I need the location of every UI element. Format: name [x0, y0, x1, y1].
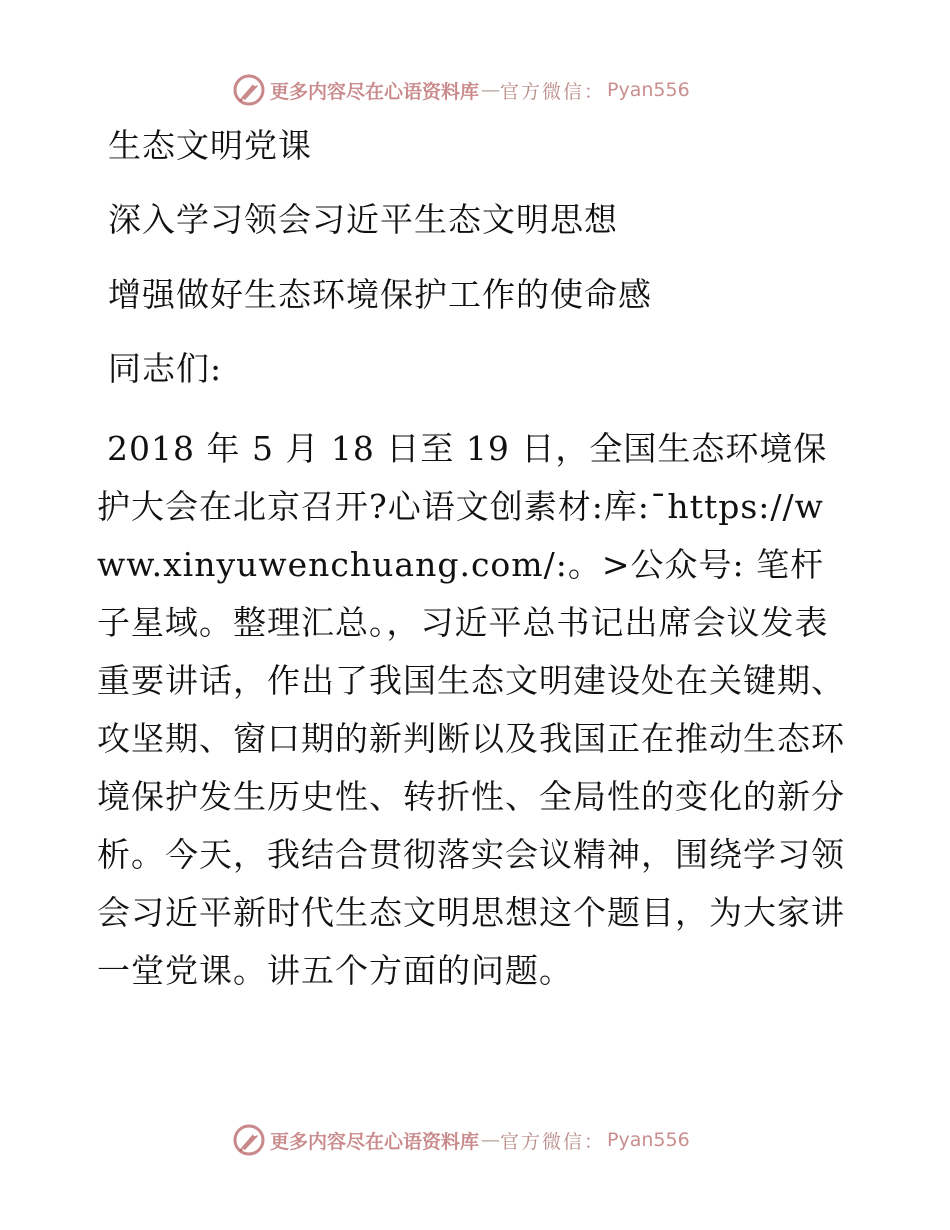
watermark-footer: [232, 1122, 690, 1158]
document-subtitle-2: 增强做好生态环境保护工作的使命感: [108, 275, 652, 314]
watermark-wechat-label: 官方微信：: [500, 1130, 606, 1153]
watermark-separator: —: [481, 1129, 501, 1151]
watermark-header: [232, 72, 690, 108]
document-title: 生态文明党课: [108, 126, 312, 165]
watermark-separator: —: [481, 79, 501, 101]
watermark-wechat-label: 官方微信：: [500, 80, 606, 103]
document-subtitle-1: 深入学习领会习近平生态文明思想: [108, 200, 618, 239]
pen-logo-icon: [232, 1123, 266, 1157]
watermark-slogan: 更多内容尽在心语资料库: [270, 80, 480, 103]
watermark-wechat-id: Pyan556: [607, 79, 690, 101]
salutation: 同志们:: [108, 349, 223, 388]
watermark-wechat-id: Pyan556: [607, 1129, 690, 1151]
pen-logo-icon: [232, 73, 266, 107]
watermark-slogan: 更多内容尽在心语资料库: [270, 1130, 480, 1153]
body-paragraph: 2018 年 5 月 18 日至 19 日，全国生态环境保护大会在北京召开?心语文创素材:库:¯https://www.xinyuwenchuang.com/:。>公众号: 笔杆子星域。整理汇总。，习近平总书记出席会议发表重要讲话，作出了我国生态文明建设处在关键期、攻坚期、窗口期的新判断以及我国正在推动生态环境保护发生历史性、转折性、全局性的变化的新分析。今天，我结合贯彻落实会议精神，围绕学习领会习近平新时代生态文明思想这个题目，为大家讲一堂党课。讲五个方面的问题。: [97, 429, 845, 990]
